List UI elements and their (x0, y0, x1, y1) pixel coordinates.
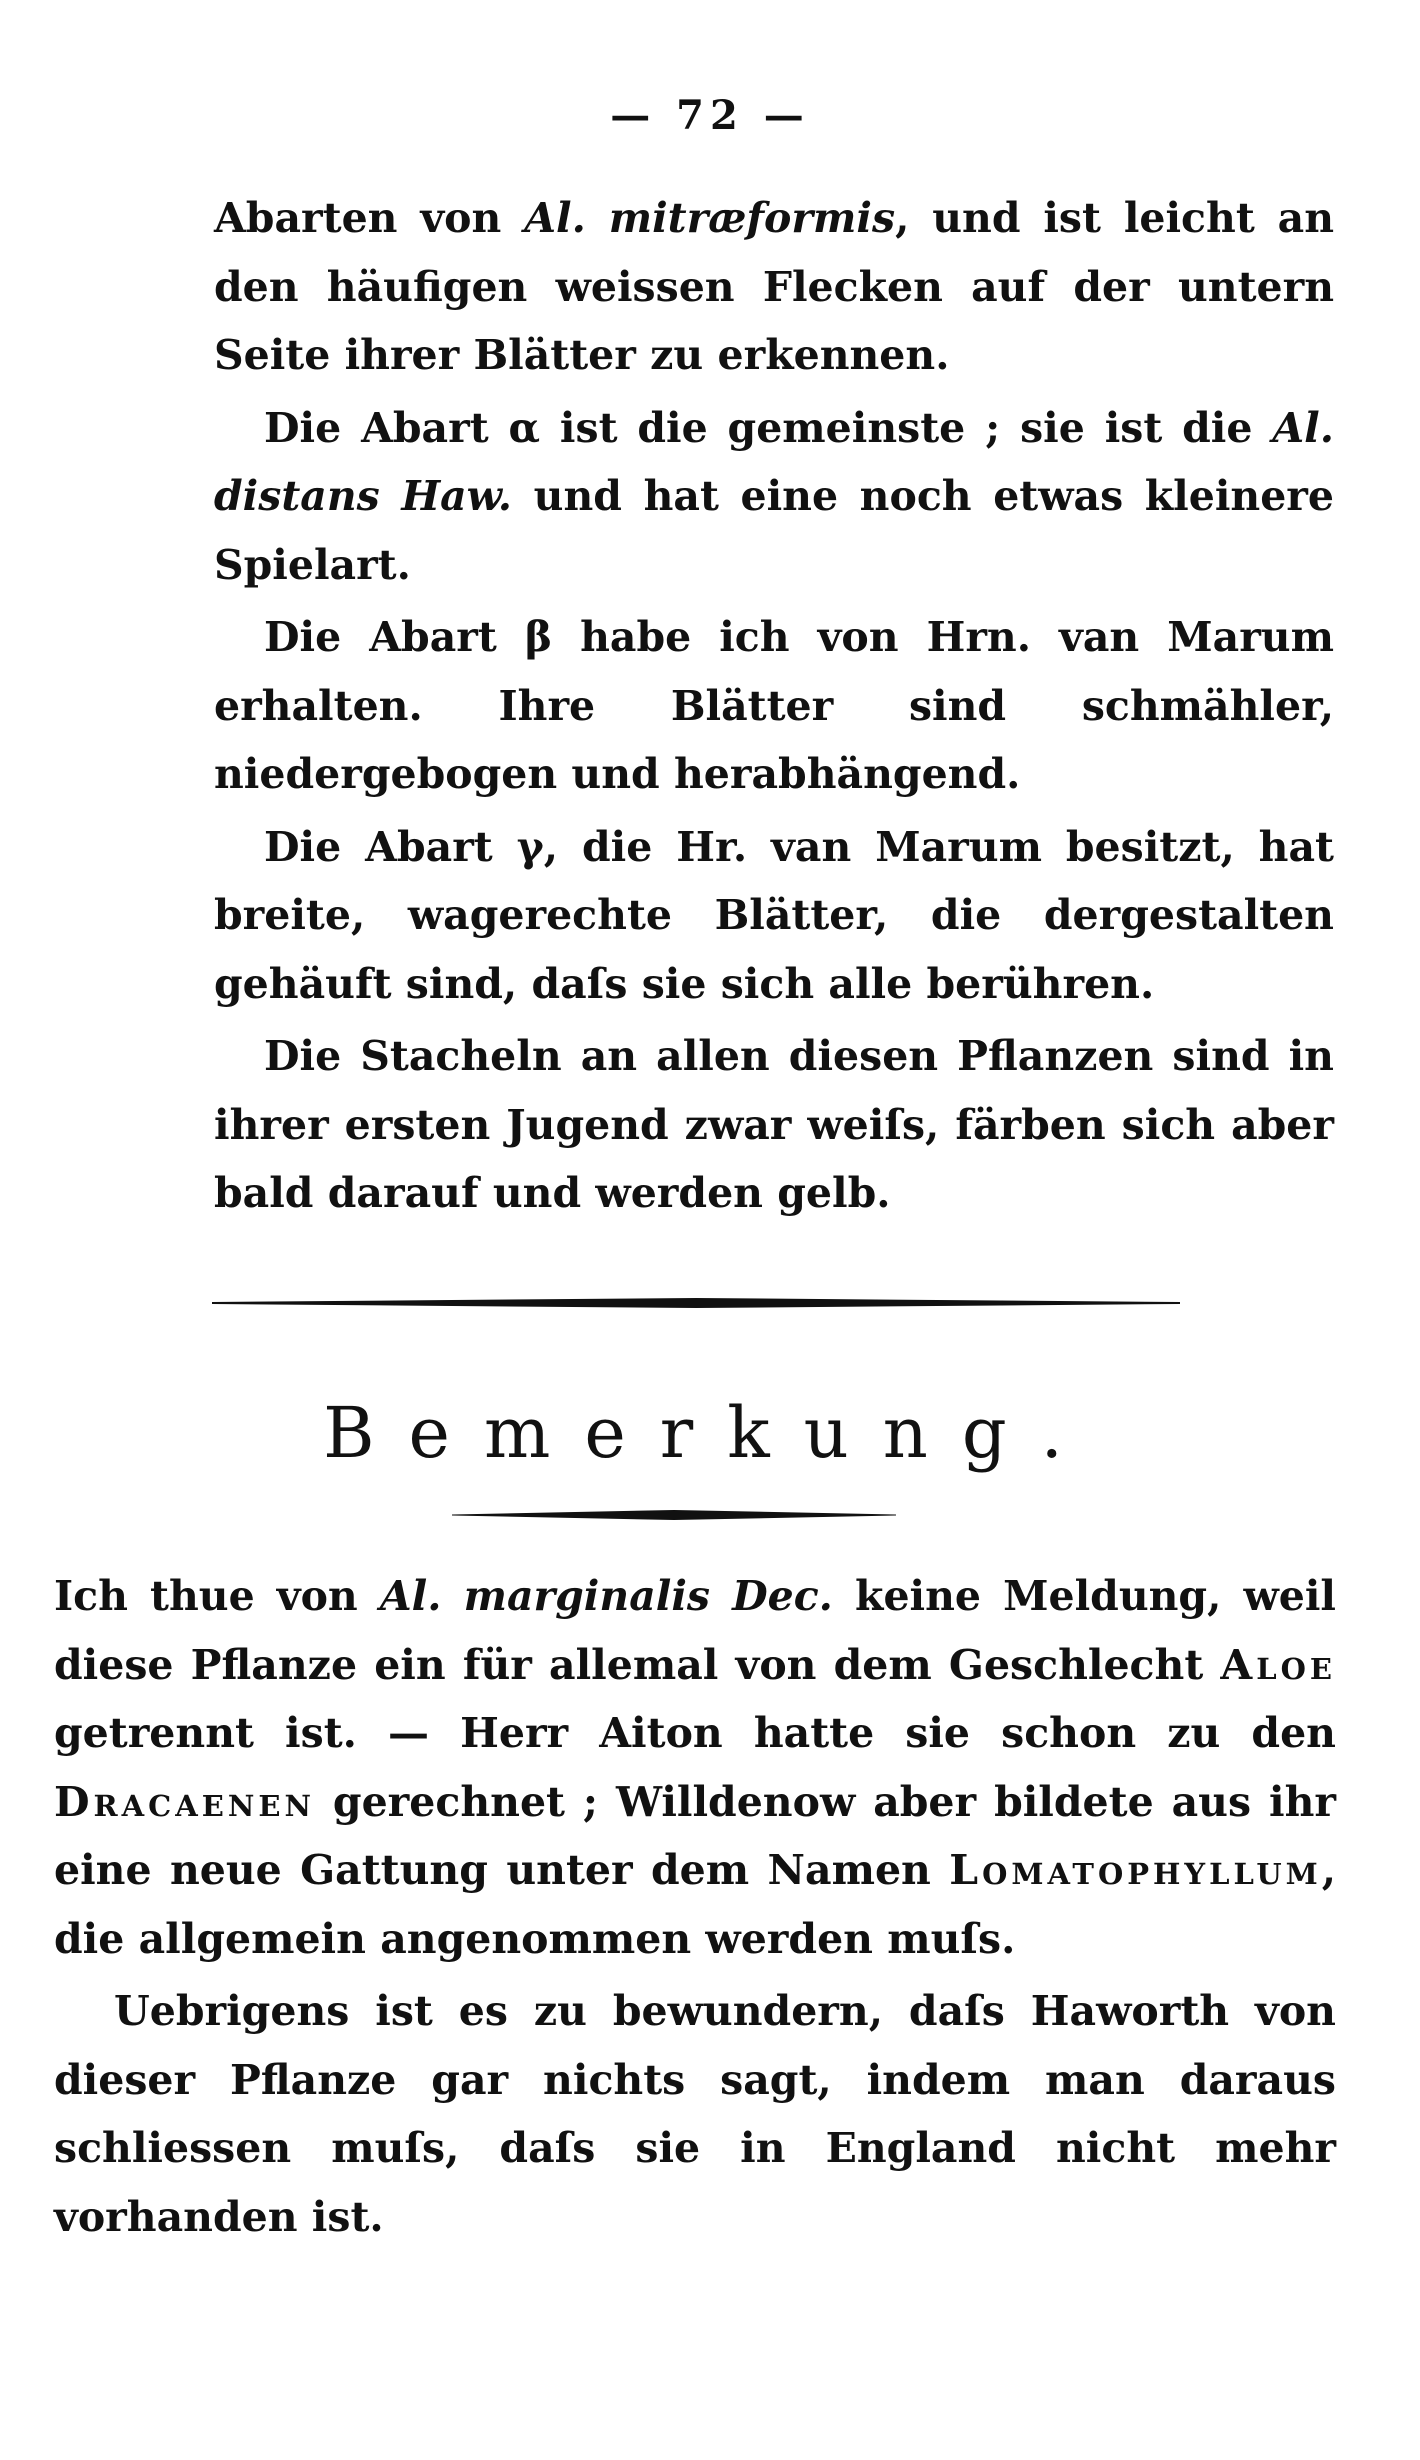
paragraph: Ich thue von Al. marginalis Dec. keine Meldung, weil diese Pflanze ein für allemal von dem Geschlecht Aloe getrennt ist. — Herr Aiton hatte sie schon zu den Dracaenen gerechnet ; Willdenow aber bildete aus ihr eine neue Gattung unter dem Namen Lomatophyllum, die allgemein angenommen werden muſs. (54, 1572, 1336, 1963)
paragraph: Die Abart β habe ich von Hrn. van Marum erhalten. Ihre Blätter sind schmähler, niedergebogen und herabhängend. (214, 613, 1334, 798)
paragraph: Uebrigens ist es zu bewundern, daſs Haworth von dieser Pflanze gar nichts sagt, indem man daraus schliessen muſs, daſs sie in England nicht mehr vorhanden ist. (54, 1987, 1336, 2241)
paragraph: Die Abart γ, die Hr. van Marum besitzt, hat breite, wagerechte Blätter, die dergestalten gehäuft sind, daſs sie sich alle berühren. (214, 822, 1334, 1008)
paragraph: Die Abart α ist die gemeinste ; sie ist die Al. distans Haw. und hat eine noch etwas kleinere Spielart. (214, 403, 1334, 589)
small-caps-term: Lomatophyllum (949, 1846, 1322, 1894)
page-number: — 72 — (610, 92, 810, 139)
section-divider-rule (212, 1298, 1180, 1308)
paragraph: Abarten von Al. mitræformis, und ist leicht an den häufigen weissen Flecken auf der untern Seite ihrer Blätter zu erkennen. (214, 194, 1335, 379)
small-caps-term: Dracaenen (54, 1777, 315, 1826)
paragraph: Die Stacheln an allen diesen Pflanzen sind in ihrer ersten Jugend zwar weiſs, färben sich aber bald darauf und werden gelb. (214, 1032, 1334, 1217)
remark-text-block (54, 1562, 1336, 2255)
small-caps-term: Aloe (1220, 1640, 1336, 1689)
italic-term: Al. distans Haw. (214, 403, 1334, 520)
italic-term: Al. mitræformis (524, 194, 896, 242)
heading-underline-rule (452, 1510, 896, 1520)
section-heading-text: Bemerkung. (323, 1392, 1097, 1474)
section-heading (0, 1392, 1420, 1474)
upper-text-block (214, 184, 1334, 1232)
italic-term: Al. marginalis Dec. (379, 1572, 833, 1620)
